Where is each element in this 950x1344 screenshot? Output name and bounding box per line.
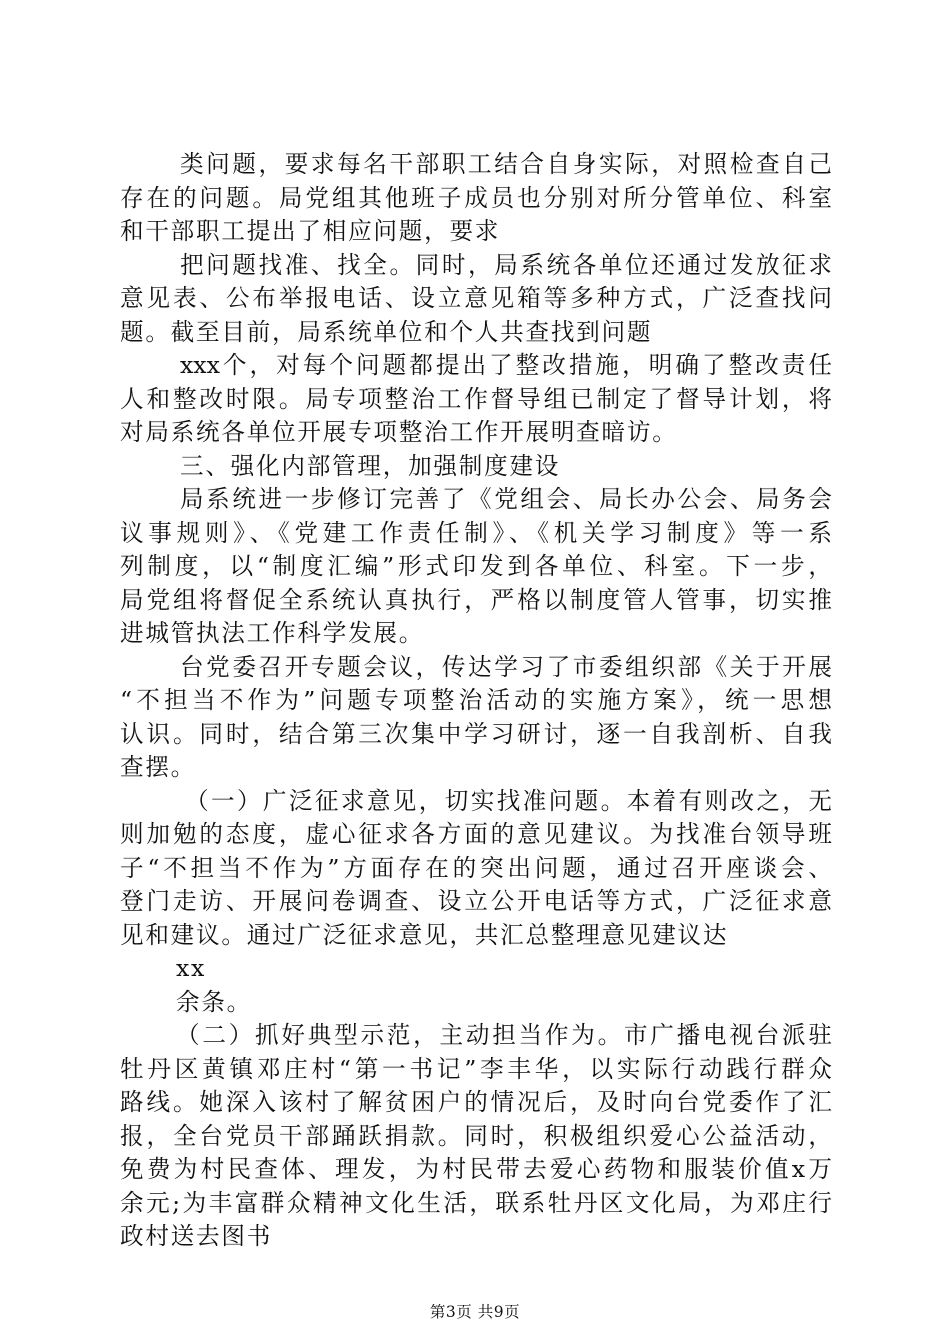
text-line: 议事规则》、《党建工作责任制》、《机关学习制度》等一系: [120, 518, 832, 547]
text-line: 存在的问题。局党组其他班子成员也分别对所分管单位、科室: [120, 183, 832, 212]
text-line: 路线。她深入该村了解贫困户的情况后，及时向台党委作了汇: [120, 1088, 832, 1116]
text-line: 台党委召开专题会议，传达学习了市委组织部《关于开展: [180, 652, 832, 681]
text-line: 免费为村民查体、理发，为村民带去爱心药物和服装价值x万: [120, 1155, 832, 1183]
text-line: 题。截至目前，局系统单位和个人共查找到问题: [120, 317, 653, 346]
text-line: 牡丹区黄镇邓庄村“第一书记”李丰华，以实际行动践行群众: [120, 1054, 832, 1083]
page-number: 第3页 共9页: [429, 1303, 521, 1321]
text-line: 见和建议。通过广泛征求意见，共汇总整理意见建议达: [120, 920, 729, 949]
text-line: 局系统进一步修订完善了《党组会、局长办公会、局务会: [180, 485, 832, 513]
body-text: [120, 148, 832, 1254]
text-line: 人和整改时限。局专项整治工作督导组已制定了督导计划，将: [120, 384, 832, 413]
text-line: 进城管执法工作科学发展。: [120, 619, 425, 647]
text-line: 意见表、公布举报电话、设立意见箱等多种方式，广泛查找问: [120, 284, 832, 312]
text-line: xx: [176, 954, 207, 982]
text-line: 登门走访、开展问卷调查、设立公开电话等方式，广泛征求意: [120, 887, 832, 915]
text-line: 把问题找准、找全。同时，局系统各单位还通过发放征求: [180, 250, 832, 279]
text-line: 报，全台党员干部踊跃捐款。同时，积极组织爱心公益活动，: [120, 1121, 832, 1150]
page-footer: [0, 1302, 950, 1322]
section-heading: 三、强化内部管理，加强制度建设: [180, 451, 561, 480]
text-line: 局党组将督促全系统认真执行，严格以制度管人管事，切实推: [120, 585, 832, 614]
text-line: 对局系统各单位开展专项整治工作开展明查暗访。: [120, 418, 678, 446]
text-line: xxx个，对每个问题都提出了整改措施，明确了整改责任: [180, 351, 832, 379]
text-line: 认识。同时，结合第三次集中学习研讨，逐一自我剖析、自我: [120, 719, 832, 748]
text-line: 余条。: [176, 987, 253, 1016]
text-line: （一）广泛征求意见，切实找准问题。本着有则改之，无: [185, 786, 832, 815]
text-line: 查摆。: [120, 753, 197, 781]
text-line: “不担当不作为”问题专项整治活动的实施方案》，统一思想: [120, 686, 832, 714]
text-line: 政村送去图书: [120, 1222, 273, 1250]
text-line: 类问题，要求每名干部职工结合自身实际，对照检查自己: [180, 150, 832, 178]
text-line: 和干部职工提出了相应问题，要求: [120, 217, 501, 245]
text-line: 子“不担当不作为”方面存在的突出问题，通过召开座谈会、: [120, 853, 832, 882]
text-line: 列制度，以“制度汇编”形式印发到各单位、科室。下一步，: [120, 552, 832, 580]
text-line: 余元;为丰富群众精神文化生活，联系牡丹区文化局，为邓庄行: [120, 1188, 832, 1217]
text-line: （二）抓好典型示范，主动担当作为。市广播电视台派驻: [176, 1021, 832, 1049]
text-line: 则加勉的态度，虚心征求各方面的意见建议。为找准台领导班: [120, 820, 832, 848]
